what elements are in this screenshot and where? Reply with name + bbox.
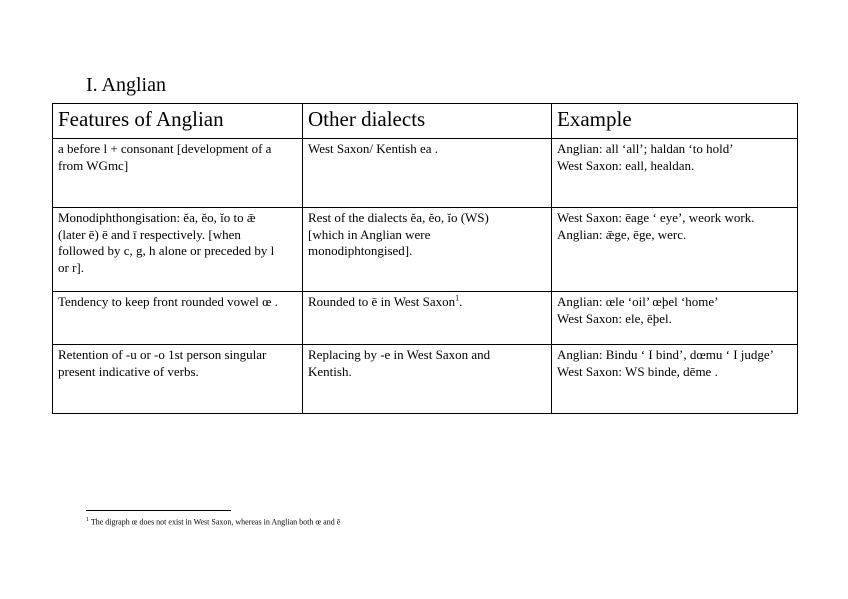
cell-line: Anglian: ǣge, ēge, werc. (557, 226, 687, 242)
other-dialects-cell (303, 292, 552, 345)
footnote-reference[interactable]: 1 (455, 293, 460, 303)
cell-line: West Saxon/ Kentish ea . (308, 141, 439, 156)
cell-line: Retention of -u or -o 1st person singular (58, 347, 267, 362)
example-cell (552, 292, 798, 345)
cell-line: Anglian: œle ‘oil’ œþel ‘home’ (557, 294, 719, 309)
cell-line: monodiphtongised]. (308, 243, 413, 258)
cell-line: West Saxon: WS binde, dēme . (557, 363, 718, 379)
example-cell (552, 345, 798, 414)
example-cell (552, 139, 798, 208)
cell-line: West Saxon: ele, ēþel. (557, 310, 672, 326)
features-cell (53, 139, 303, 208)
cell-line: West Saxon: eall, healdan. (557, 157, 695, 173)
header-other-dialects: Other dialects (303, 104, 552, 139)
footnote-number: 1 (86, 517, 89, 523)
cell-line: present indicative of verbs. (58, 363, 199, 379)
cell-line: followed by c, g, h alone or preceded by l (58, 243, 275, 258)
cell-line: Replacing by -e in West Saxon and (308, 347, 491, 362)
cell-line: Tendency to keep front rounded vowel œ . (58, 294, 279, 309)
cell-line: (later ē) ē and ī respectively. [when (58, 226, 241, 242)
other-dialects-cell (303, 208, 552, 292)
table-row (53, 208, 798, 292)
table-row (53, 292, 798, 345)
features-cell (53, 208, 303, 292)
footnote (86, 515, 340, 528)
features-cell (53, 292, 303, 345)
table-row (53, 345, 798, 414)
other-dialects-cell (303, 345, 552, 414)
features-cell (53, 345, 303, 414)
header-example: Example (552, 104, 798, 139)
cell-line: Anglian: all ‘all’; haldan ‘to hold’ (557, 141, 734, 156)
cell-line (308, 294, 546, 311)
anglian-features-table (52, 103, 798, 414)
footnote-divider (86, 510, 231, 511)
cell-text-end: . (459, 294, 463, 309)
other-dialects-cell (303, 139, 552, 208)
table-header-row (53, 104, 798, 139)
cell-line: Rest of the dialects ĕa, ĕo, ĭo (WS) (308, 210, 489, 225)
cell-text: Rounded to ē in West Saxon (308, 294, 456, 309)
footnote-text: The digraph œ does not exist in West Saxon, whereas in Anglian both œ and ē (90, 517, 341, 527)
cell-line: [which in Anglian were (308, 226, 431, 242)
cell-line: Anglian: Bindu ‘ I bind’, dœmu ‘ I judge’ (557, 347, 774, 362)
cell-line: Kentish. (308, 363, 352, 379)
example-cell (552, 208, 798, 292)
cell-line: West Saxon: ēage ‘ eye’, weork work. (557, 210, 755, 225)
table-row (53, 139, 798, 208)
header-features: Features of Anglian (53, 104, 303, 139)
cell-line: or r]. (58, 259, 84, 275)
cell-line: Monodiphthongisation: ĕa, ĕo, ĭo to ǣ (58, 210, 256, 225)
section-heading: I. Anglian (86, 74, 166, 96)
cell-line: a before l + consonant [development of a (58, 141, 272, 156)
cell-line: from WGmc] (58, 157, 129, 173)
